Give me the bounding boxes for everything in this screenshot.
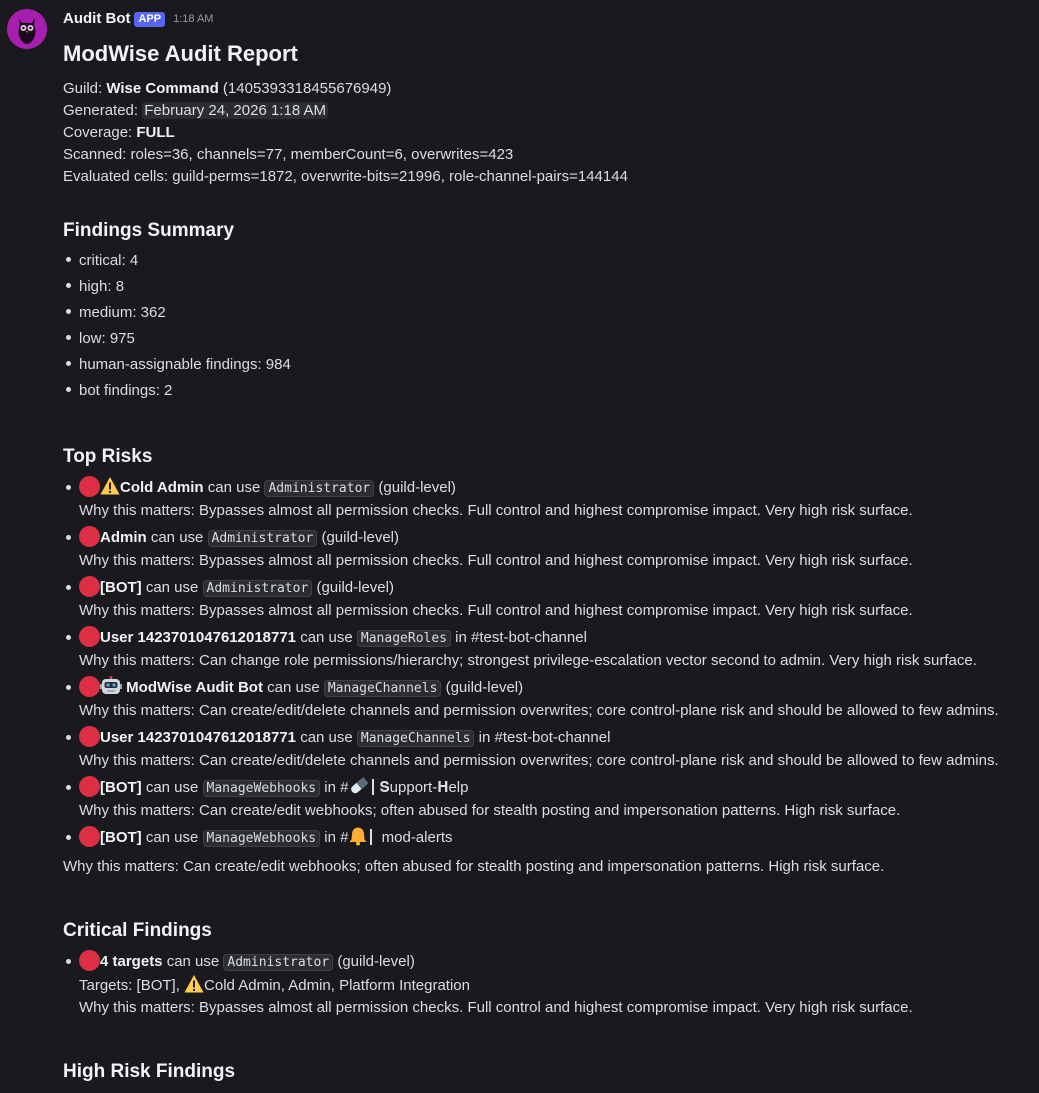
risk-item [79, 626, 1033, 672]
red-circle-icon [79, 626, 100, 647]
permission-code: ManageWebhooks [203, 780, 321, 797]
permission-code: ManageRoles [357, 630, 451, 647]
top-risks-heading: Top Risks [63, 446, 153, 467]
generated-line [63, 100, 1033, 122]
permission-code: Administrator [223, 954, 333, 971]
risk-scope: (guild-level) [441, 679, 524, 696]
can-use-text: can use [141, 779, 203, 796]
risk-item [79, 526, 1033, 572]
why-label: Why this matters: [79, 552, 200, 569]
targets-list: Cold Admin, Admin, Platform Integration [204, 977, 470, 994]
channel-divider [372, 779, 374, 795]
risk-item [79, 676, 1033, 722]
risk-target: [BOT] [100, 779, 142, 796]
permission-code: Administrator [208, 530, 318, 547]
critical-findings-list [79, 950, 1033, 1019]
risk-why: Can create/edit webhooks; often abused for stealth posting and impersonation patterns. High risk surface. [199, 802, 901, 819]
red-circle-icon [79, 576, 100, 597]
red-circle-icon [79, 726, 100, 747]
channel-prefix: in # [320, 829, 349, 846]
risk-item [79, 576, 1033, 622]
bot-avatar[interactable] [7, 9, 47, 49]
can-use-text: can use [262, 679, 324, 696]
risk-item [79, 476, 1033, 522]
risk-target: Cold Admin [120, 479, 204, 496]
risk-why: Can create/edit/delete channels and permission overwrites; core control-plane risk and should be allowed to few admins. [199, 702, 999, 719]
risk-target: [BOT] [100, 579, 142, 596]
generated-label: Generated: [63, 102, 143, 119]
top-risks-list [79, 476, 1033, 850]
risk-target: Admin [100, 529, 147, 546]
red-circle-icon [79, 776, 100, 797]
risk-target: [BOT] [100, 829, 142, 846]
risk-target: User 1423701047612018771 [100, 629, 297, 646]
can-use-text: can use [146, 529, 208, 546]
findings-summary-list [79, 248, 1033, 404]
risk-scope: (guild-level) [333, 953, 415, 970]
risk-scope: in #test-bot-channel [474, 729, 611, 746]
red-circle-icon [79, 476, 100, 497]
warning-icon [184, 974, 204, 994]
message-header [63, 8, 213, 30]
risk-target: User 1423701047612018771 [100, 729, 297, 746]
why-label: Why this matters: [79, 752, 200, 769]
message-content [63, 38, 1033, 1085]
guild-id: (1405393318455676949) [218, 80, 392, 97]
targets-label: Targets: [BOT], [79, 977, 185, 994]
red-circle-icon [79, 950, 100, 971]
list-item: medium: 362 [79, 300, 1033, 326]
high-risk-findings-heading: High Risk Findings [63, 1061, 236, 1082]
risk-scope: (guild-level) [374, 479, 456, 496]
can-use-text: can use [296, 729, 357, 746]
guild-name: Wise Command [106, 80, 219, 97]
risk-scope: (guild-level) [317, 529, 399, 546]
risk-why: Bypasses almost all permission checks. Full control and highest compromise impact. Very high risk surface. [199, 602, 913, 619]
list-item: low: 975 [79, 326, 1033, 352]
can-use-text: can use [296, 629, 357, 646]
permission-code: Administrator [203, 580, 313, 597]
findings-summary-heading: Findings Summary [63, 220, 235, 241]
permission-code: Administrator [264, 480, 374, 497]
risk-why: Bypasses almost all permission checks. Full control and highest compromise impact. Very high risk surface. [199, 502, 913, 519]
channel-divider [370, 829, 372, 845]
guild-line [63, 78, 1033, 100]
risk-why: Can create/edit/delete channels and permission overwrites; core control-plane risk and should be allowed to few admins. [199, 752, 999, 769]
why-label: Why this matters: [79, 702, 200, 719]
robot-icon [100, 676, 122, 696]
risk-target: ModWise Audit Bot [126, 679, 263, 696]
evaluated-line: Evaluated cells: guild-perms=1872, overwrite-bits=21996, role-channel-pairs=144144 [63, 168, 628, 185]
coverage-label: Coverage: [63, 124, 137, 141]
risk-why: Can change role permissions/hierarchy; strongest privilege-escalation vector second to admin. Very high risk surface. [199, 652, 977, 669]
trailing-why: Why this matters: Can create/edit webhooks; often abused for stealth posting and impersonation patterns. High risk surface. [63, 858, 885, 875]
list-item: bot findings: 2 [79, 378, 1033, 404]
list-item: high: 8 [79, 274, 1033, 300]
can-use-text: can use [162, 953, 224, 970]
report-title: ModWise Audit Report [63, 41, 298, 66]
red-circle-icon [79, 676, 100, 697]
risk-why: Why this matters: Bypasses almost all permission checks. Full control and highest compromise impact. Very high risk surface. [79, 999, 913, 1016]
risk-item [79, 826, 1033, 850]
permission-code: ManageChannels [324, 680, 442, 697]
owl-avatar-icon [7, 9, 47, 49]
list-item: human-assignable findings: 984 [79, 352, 1033, 378]
risk-item [79, 726, 1033, 772]
red-circle-icon [79, 526, 100, 547]
username[interactable]: Audit Bot [63, 10, 131, 27]
pill-icon [348, 776, 370, 796]
permission-code: ManageWebhooks [203, 830, 321, 847]
red-circle-icon [79, 826, 100, 847]
timestamp[interactable]: 1:18 AM [173, 13, 214, 25]
why-label: Why this matters: [79, 802, 200, 819]
warning-icon [100, 476, 120, 496]
can-use-text: can use [141, 829, 203, 846]
app-badge: APP [134, 12, 165, 27]
channel-link[interactable]: mod-alerts [377, 829, 453, 846]
risk-scope: in #test-bot-channel [451, 629, 587, 646]
bell-icon [348, 826, 368, 846]
risk-scope: (guild-level) [312, 579, 394, 596]
risk-item [79, 776, 1033, 822]
risk-why: Bypasses almost all permission checks. Full control and highest compromise impact. Very high risk surface. [199, 552, 913, 569]
channel-prefix: in # [320, 779, 349, 796]
why-label: Why this matters: [79, 652, 200, 669]
can-use-text: can use [141, 579, 203, 596]
guild-label: Guild: [63, 80, 107, 97]
scanned-line: Scanned: roles=36, channels=77, memberCount=6, overwrites=423 [63, 146, 514, 163]
coverage-line [63, 122, 1033, 144]
list-item: critical: 4 [79, 248, 1033, 274]
channel-link[interactable]: 𝐒upport-𝐇elp [379, 779, 469, 796]
why-label: Why this matters: [79, 502, 200, 519]
risk-target: 4 targets [100, 953, 163, 970]
permission-code: ManageChannels [357, 730, 475, 747]
generated-timestamp[interactable]: February 24, 2026 1:18 AM [144, 102, 326, 119]
risk-item [79, 950, 1033, 1019]
can-use-text: can use [203, 479, 265, 496]
critical-findings-heading: Critical Findings [63, 920, 212, 941]
coverage-value: FULL [136, 124, 175, 141]
why-label: Why this matters: [79, 602, 200, 619]
